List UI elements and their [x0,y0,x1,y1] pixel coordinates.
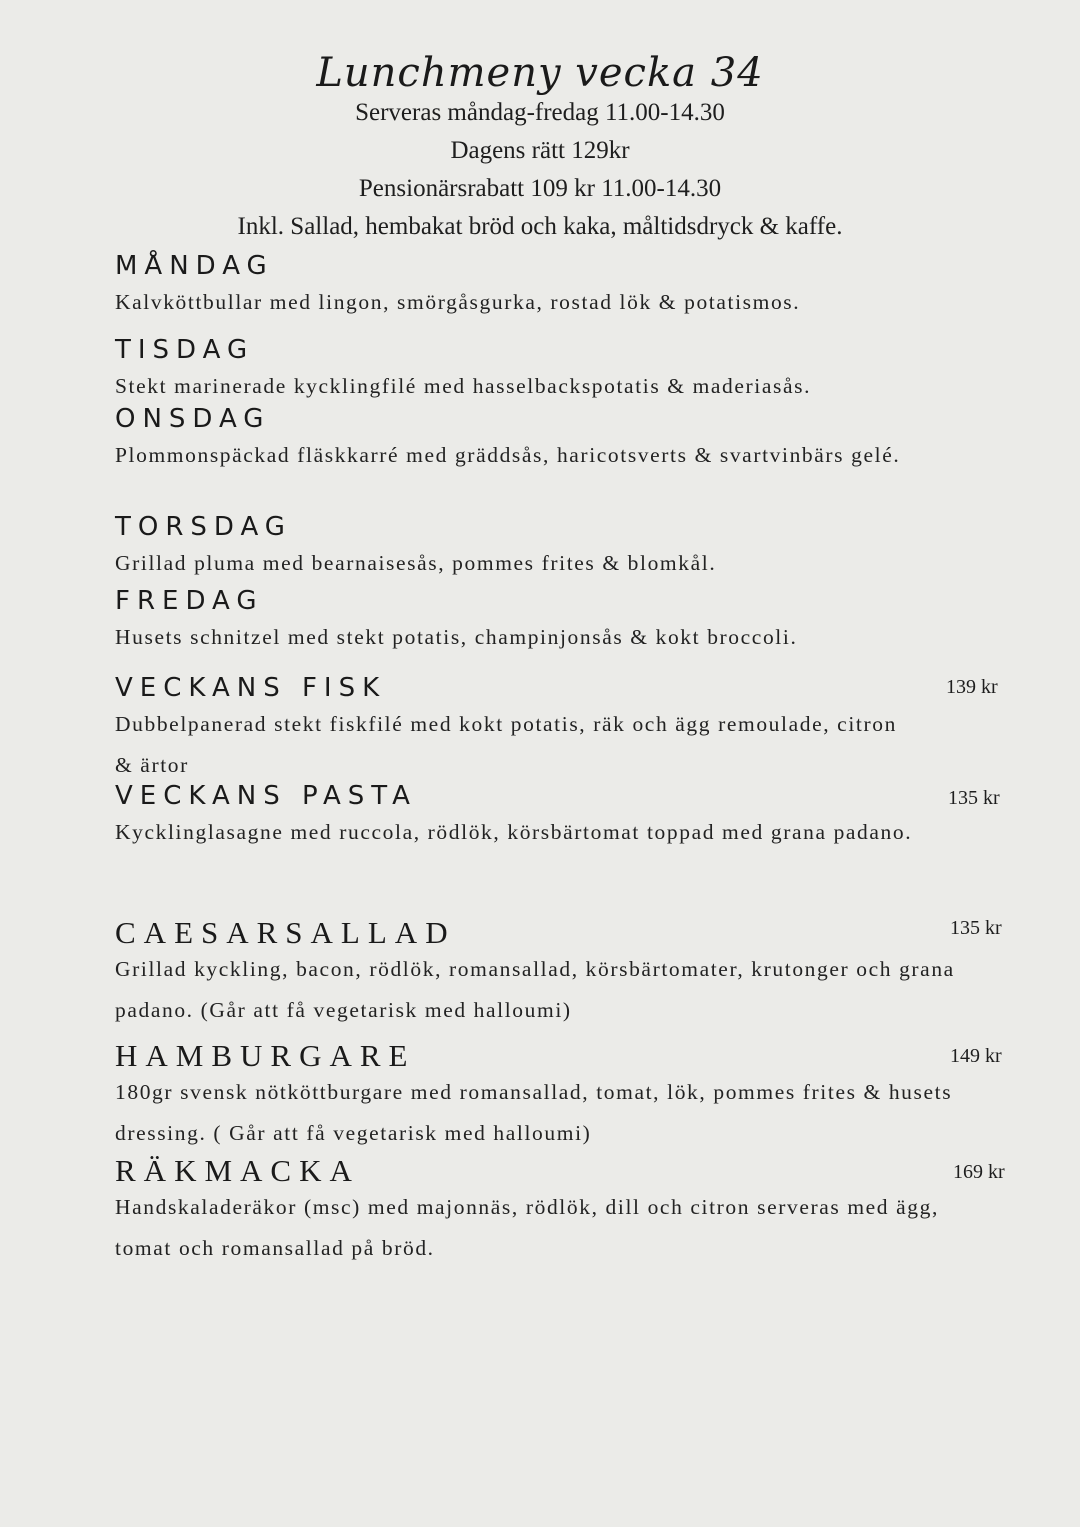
section-title: FREDAG [115,586,264,616]
menu-section-shrimp-sandwich [115,1155,1015,1269]
section-title: RÄKMACKA [115,1153,360,1188]
section-description: Kalvköttbullar med lingon, smörgåsgurka, rostad lök & potatismos. [115,290,801,314]
section-title: TISDAG [115,335,255,365]
pensioner-discount: Pensionärsrabatt 109 kr 11.00-14.30 [358,175,722,202]
menu-section-caesar-salad [115,917,1015,1031]
menu-section-friday [115,585,1015,658]
menu-section-weekly-pasta [115,780,1015,853]
price-shrimp-sandwich: 169 kr [953,1161,1005,1183]
section-title: VECKANS FISK [115,673,387,703]
serving-hours: Serveras måndag-fredag 11.00-14.30 [355,99,725,126]
section-description: Grillad kyckling, bacon, rödlök, romansallad, körsbärtomater, krutonger och grana padano. (Går att få vegetarisk med halloumi) [115,957,955,1022]
menu-section-hamburger [115,1040,1015,1154]
menu-section-wednesday [115,403,1015,476]
menu-section-thursday [115,511,1015,584]
section-description: Husets schnitzel med stekt potatis, champinjonsås & kokt broccoli. [115,625,798,649]
section-title: TORSDAG [115,512,292,542]
included-items: Inkl. Sallad, hembakat bröd och kaka, måltidsdryck & kaffe. [237,213,843,240]
section-description: Grillad pluma med bearnaisesås, pommes frites & blomkål. [115,551,717,575]
menu-header [0,48,1080,246]
price-hamburger: 149 kr [950,1045,1002,1067]
section-title: HAMBURGARE [115,1038,416,1073]
section-description: Stekt marinerade kycklingfilé med hasselbackspotatis & maderiasås. [115,374,812,398]
price-weekly-fish: 139 kr [946,676,998,698]
menu-section-monday [115,250,1015,323]
section-description: Handskaladeräkor (msc) med majonnäs, rödlök, dill och citron serveras med ägg, tomat och romansallad på bröd. [115,1195,939,1260]
section-description: Dubbelpanerad stekt fiskfilé med kokt potatis, räk och ägg remoulade, citron & ärtor [115,712,897,777]
section-description: 180gr svensk nötköttburgare med romansallad, tomat, lök, pommes frites & husets dressing. ( Går att få vegetarisk med halloumi) [115,1080,953,1145]
price-caesar-salad: 135 kr [950,917,1002,939]
menu-section-tuesday [115,334,1015,407]
daily-dish-price: Dagens rätt 129kr [450,137,630,164]
menu-section-weekly-fish [115,672,1015,786]
menu-title: Lunchmeny vecka 34 [316,50,764,96]
section-title: ONSDAG [115,404,271,434]
section-title: MÅNDAG [115,251,274,281]
section-description: Kycklinglasagne med ruccola, rödlök, körsbärtomat toppad med grana padano. [115,820,913,844]
section-title: VECKANS PASTA [115,781,417,811]
section-description: Plommonspäckad fläskkarré med gräddsås, haricotsverts & svartvinbärs gelé. [115,443,901,467]
section-title: CAESARSALLAD [115,915,456,950]
price-weekly-pasta: 135 kr [948,787,1000,809]
